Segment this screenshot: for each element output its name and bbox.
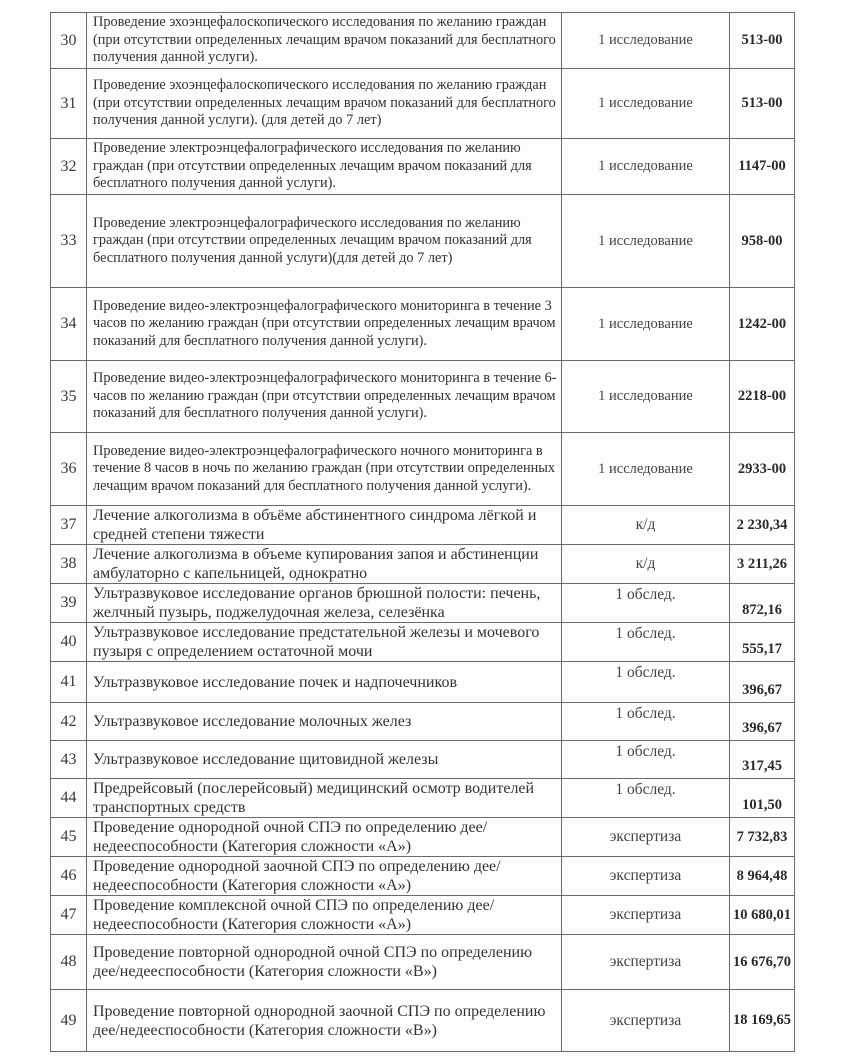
row-number: 46 (51, 857, 87, 896)
service-price: 317,45 (730, 741, 795, 779)
service-price: 2933-00 (730, 433, 795, 506)
service-unit: к/д (562, 506, 730, 545)
table-row (51, 69, 795, 139)
row-number: 40 (51, 623, 87, 662)
row-number: 38 (51, 545, 87, 584)
service-unit: 1 исследование (562, 195, 730, 288)
service-price: 10 680,01 (730, 896, 795, 935)
row-number: 42 (51, 703, 87, 741)
table-row (51, 195, 795, 288)
service-unit: экспертиза (562, 896, 730, 935)
service-price: 8 964,48 (730, 857, 795, 896)
service-unit: экспертиза (562, 818, 730, 857)
table-row (51, 990, 795, 1052)
service-price: 872,16 (730, 584, 795, 623)
service-description: Предрейсовый (послерейсовый) медицинский осмотр водителей транспортных средств (87, 779, 562, 818)
table-row (51, 361, 795, 433)
table-row (51, 433, 795, 506)
table-row (51, 584, 795, 623)
service-price: 396,67 (730, 703, 795, 741)
service-price: 3 211,26 (730, 545, 795, 584)
price-list-table (50, 12, 795, 1052)
row-number: 43 (51, 741, 87, 779)
service-description: Ультразвуковое исследование щитовидной железы (87, 741, 562, 779)
row-number: 36 (51, 433, 87, 506)
table-row (51, 779, 795, 818)
service-description: Проведение видео-электроэнцефалографического мониторинга в течение 3 часов по желанию граждан (при отсутствии определенных лечащим врачом показаний для бесплатного получения данной услуги). (87, 288, 562, 361)
row-number: 41 (51, 662, 87, 703)
service-price: 555,17 (730, 623, 795, 662)
service-description: Ультразвуковое исследование органов брюшной полости: печень, желчный пузырь, поджелудочная железа, селезёнка (87, 584, 562, 623)
service-unit: 1 исследование (562, 361, 730, 433)
table-row (51, 857, 795, 896)
service-description: Проведение повторной однородной заочной СПЭ по определению дее/недееспособности (Категория сложности «В») (87, 990, 562, 1052)
row-number: 33 (51, 195, 87, 288)
service-description: Проведение эхоэнцефалоскопического исследования по желанию граждан (при отсутствии определенных лечащим врачом показаний для бесплатного получения данной услуги). (для детей до 7 лет) (87, 69, 562, 139)
row-number: 45 (51, 818, 87, 857)
service-description: Проведение повторной однородной очной СПЭ по определению дее/недееспособности (Категория сложности «В») (87, 935, 562, 990)
service-description: Проведение однородной очной СПЭ по определению дее/недееспособности (Категория сложности «А») (87, 818, 562, 857)
service-description: Проведение однородной заочной СПЭ по определению дее/недееспособности (Категория сложности «А») (87, 857, 562, 896)
row-number: 37 (51, 506, 87, 545)
service-description: Проведение комплексной очной СПЭ по определению дее/недееспособности (Категория сложности «А») (87, 896, 562, 935)
service-description: Проведение электроэнцефалографического исследования по желанию граждан (при отсутствии определенных лечащим врачом показаний для бесплатного получения данной услуги)(для детей до 7 лет) (87, 195, 562, 288)
service-description: Ультразвуковое исследование почек и надпочечников (87, 662, 562, 703)
table-row (51, 506, 795, 545)
service-description: Проведение электроэнцефалографического исследования по желанию граждан (при отсутствии определенных лечащим врачом показаний для бесплатного получения данной услуги). (87, 139, 562, 195)
table-row (51, 896, 795, 935)
service-unit: экспертиза (562, 935, 730, 990)
service-price: 16 676,70 (730, 935, 795, 990)
service-price: 18 169,65 (730, 990, 795, 1052)
service-price: 101,50 (730, 779, 795, 818)
row-number: 44 (51, 779, 87, 818)
table-row (51, 288, 795, 361)
service-unit: 1 обслед. (562, 584, 730, 623)
service-unit: 1 обслед. (562, 703, 730, 741)
table-row (51, 935, 795, 990)
row-number: 47 (51, 896, 87, 935)
service-unit: 1 обслед. (562, 741, 730, 779)
row-number: 35 (51, 361, 87, 433)
row-number: 30 (51, 13, 87, 69)
service-unit: 1 исследование (562, 433, 730, 506)
service-unit: экспертиза (562, 857, 730, 896)
table-row (51, 139, 795, 195)
table-row (51, 703, 795, 741)
row-number: 32 (51, 139, 87, 195)
service-description: Проведение эхоэнцефалоскопического исследования по желанию граждан (при отсутствии определенных лечащим врачом показаний для бесплатного получения данной услуги). (87, 13, 562, 69)
row-number: 39 (51, 584, 87, 623)
service-description: Проведение видео-электроэнцефалографического ночного мониторинга в течение 8 часов в ночь по желанию граждан (при отсутствии определенных лечащим врачом показаний для бесплатного получения данной услуги). (87, 433, 562, 506)
service-price: 396,67 (730, 662, 795, 703)
service-description: Ультразвуковое исследование молочных желез (87, 703, 562, 741)
service-unit: 1 обслед. (562, 779, 730, 818)
service-price: 513-00 (730, 13, 795, 69)
service-unit: 1 исследование (562, 288, 730, 361)
table-row (51, 741, 795, 779)
row-number: 49 (51, 990, 87, 1052)
service-price: 7 732,83 (730, 818, 795, 857)
table-row (51, 623, 795, 662)
service-price: 2218-00 (730, 361, 795, 433)
service-unit: 1 обслед. (562, 662, 730, 703)
service-description: Лечение алкоголизма в объеме купирования запоя и абстиненции амбулаторно с капельницей, однократно (87, 545, 562, 584)
service-price: 958-00 (730, 195, 795, 288)
service-description: Лечение алкоголизма в объёме абстинентного синдрома лёгкой и средней степени тяжести (87, 506, 562, 545)
service-description: Проведение видео-электроэнцефалографического мониторинга в течение 6- часов по желанию граждан (при отсутствии определенных лечащим врачом показаний для бесплатного получения данной услуги). (87, 361, 562, 433)
row-number: 48 (51, 935, 87, 990)
service-unit: 1 исследование (562, 13, 730, 69)
service-price: 2 230,34 (730, 506, 795, 545)
service-unit: 1 обслед. (562, 623, 730, 662)
service-description: Ультразвуковое исследование предстательной железы и мочевого пузыря с определением остаточной мочи (87, 623, 562, 662)
service-price: 1147-00 (730, 139, 795, 195)
service-unit: 1 исследование (562, 69, 730, 139)
row-number: 34 (51, 288, 87, 361)
row-number: 31 (51, 69, 87, 139)
table-row (51, 818, 795, 857)
table-row (51, 662, 795, 703)
service-unit: 1 исследование (562, 139, 730, 195)
service-unit: к/д (562, 545, 730, 584)
table-row (51, 545, 795, 584)
service-unit: экспертиза (562, 990, 730, 1052)
service-price: 1242-00 (730, 288, 795, 361)
service-price: 513-00 (730, 69, 795, 139)
table-row (51, 13, 795, 69)
